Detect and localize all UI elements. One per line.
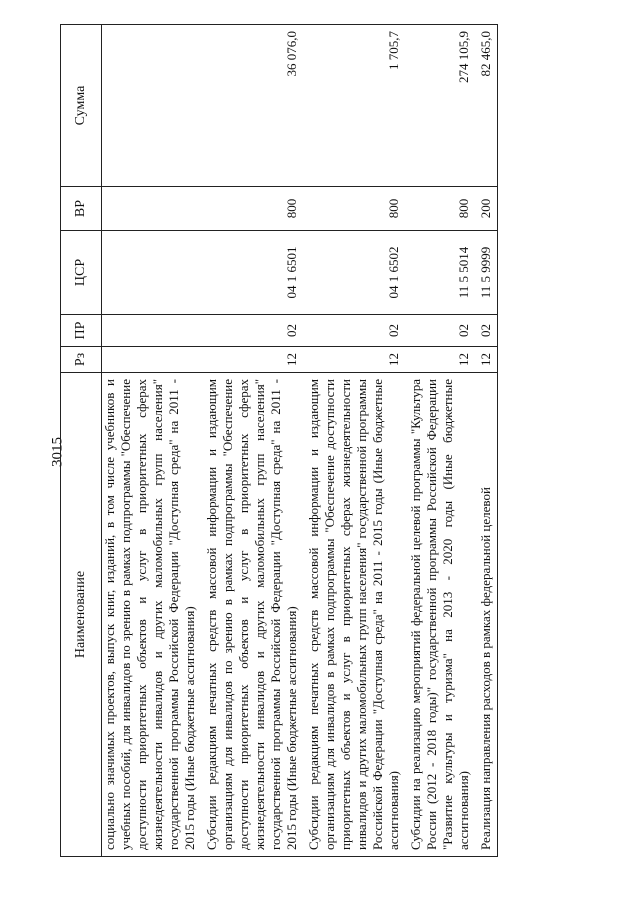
page-number: 3015 <box>49 437 66 467</box>
row-csr: 11 5 5014 <box>405 231 475 315</box>
row-name: Субсидии редакциям печатных средств массовой информации и издающим организациям для инвалидов по зрению в рамках подпрограммы "Обеспечение доступности приоритетных объектов и услуг в приоритетных сферах жизнедеятельности инвалидов и других маломобильных групп населения" государственной программы Российской Федерации "Доступная среда" на 2011 - 2015 годы (Иные бюджетные ассигнования) <box>201 373 303 857</box>
table-row <box>303 25 405 857</box>
table-row <box>102 25 202 857</box>
row-pr: 02 <box>201 315 303 347</box>
row-csr: 04 1 6501 <box>201 231 303 315</box>
row-pr <box>102 315 202 347</box>
header-csr: ЦСР <box>61 231 102 315</box>
row-csr <box>102 231 202 315</box>
header-sum: Сумма <box>61 25 102 187</box>
header-name: Наименование <box>61 373 102 857</box>
row-rz: 12 <box>405 347 475 373</box>
table-row <box>475 25 498 857</box>
row-rz: 12 <box>201 347 303 373</box>
row-csr: 11 5 9999 <box>475 231 498 315</box>
row-rz <box>102 347 202 373</box>
row-pr: 02 <box>475 315 498 347</box>
row-name: Субсидии на реализацию мероприятий федеральной целевой программы "Культура России (2012 - 2018 годы)" государственной программы Российской Федерации "Развитие культуры и туризма" на 2013 - 2020 годы (Иные бюджетные ассигнования) <box>405 373 475 857</box>
header-vr: ВР <box>61 187 102 231</box>
row-rz: 12 <box>303 347 405 373</box>
table-row <box>201 25 303 857</box>
table-header-row <box>61 25 102 857</box>
row-vr: 800 <box>405 187 475 231</box>
row-pr: 02 <box>405 315 475 347</box>
row-vr: 800 <box>303 187 405 231</box>
table-row <box>405 25 475 857</box>
row-sum: 1 705,7 <box>303 25 405 187</box>
row-vr: 200 <box>475 187 498 231</box>
rotated-table-container <box>60 0 598 905</box>
row-csr: 04 1 6502 <box>303 231 405 315</box>
row-rz: 12 <box>475 347 498 373</box>
row-name: Реализация направления расходов в рамках федеральной целевой <box>475 373 498 857</box>
row-name: социально значимых проектов, выпуск книг, изданий, в том числе учебников и учебных пособий, для инвалидов по зрению в рамках подпрограммы "Обеспечение доступности приоритетных объектов и услуг в приоритетных сферах жизнедеятельности инвалидов и других маломобильных групп населения" государственной программы Российской Федерации "Доступная среда" на 2011 - 2015 годы (Иные бюджетные ассигнования) <box>102 373 202 857</box>
header-rz: Рз <box>61 347 102 373</box>
row-name: Субсидии редакциям печатных средств массовой информации и издающим организациям для инвалидов в рамках подпрограммы "Обеспечение доступности приоритетных объектов и услуг в приоритетных сферах жизнедеятельности инвалидов и других маломобильных групп населения" государственной программы Российской Федерации "Доступная среда" на 2011 - 2015 годы (Иные бюджетные ассигнования) <box>303 373 405 857</box>
row-sum <box>102 25 202 187</box>
row-pr: 02 <box>303 315 405 347</box>
header-pr: ПР <box>61 315 102 347</box>
row-sum: 36 076,0 <box>201 25 303 187</box>
budget-table <box>60 24 498 857</box>
row-vr <box>102 187 202 231</box>
row-sum: 82 465,0 <box>475 25 498 187</box>
row-sum: 274 105,9 <box>405 25 475 187</box>
row-vr: 800 <box>201 187 303 231</box>
